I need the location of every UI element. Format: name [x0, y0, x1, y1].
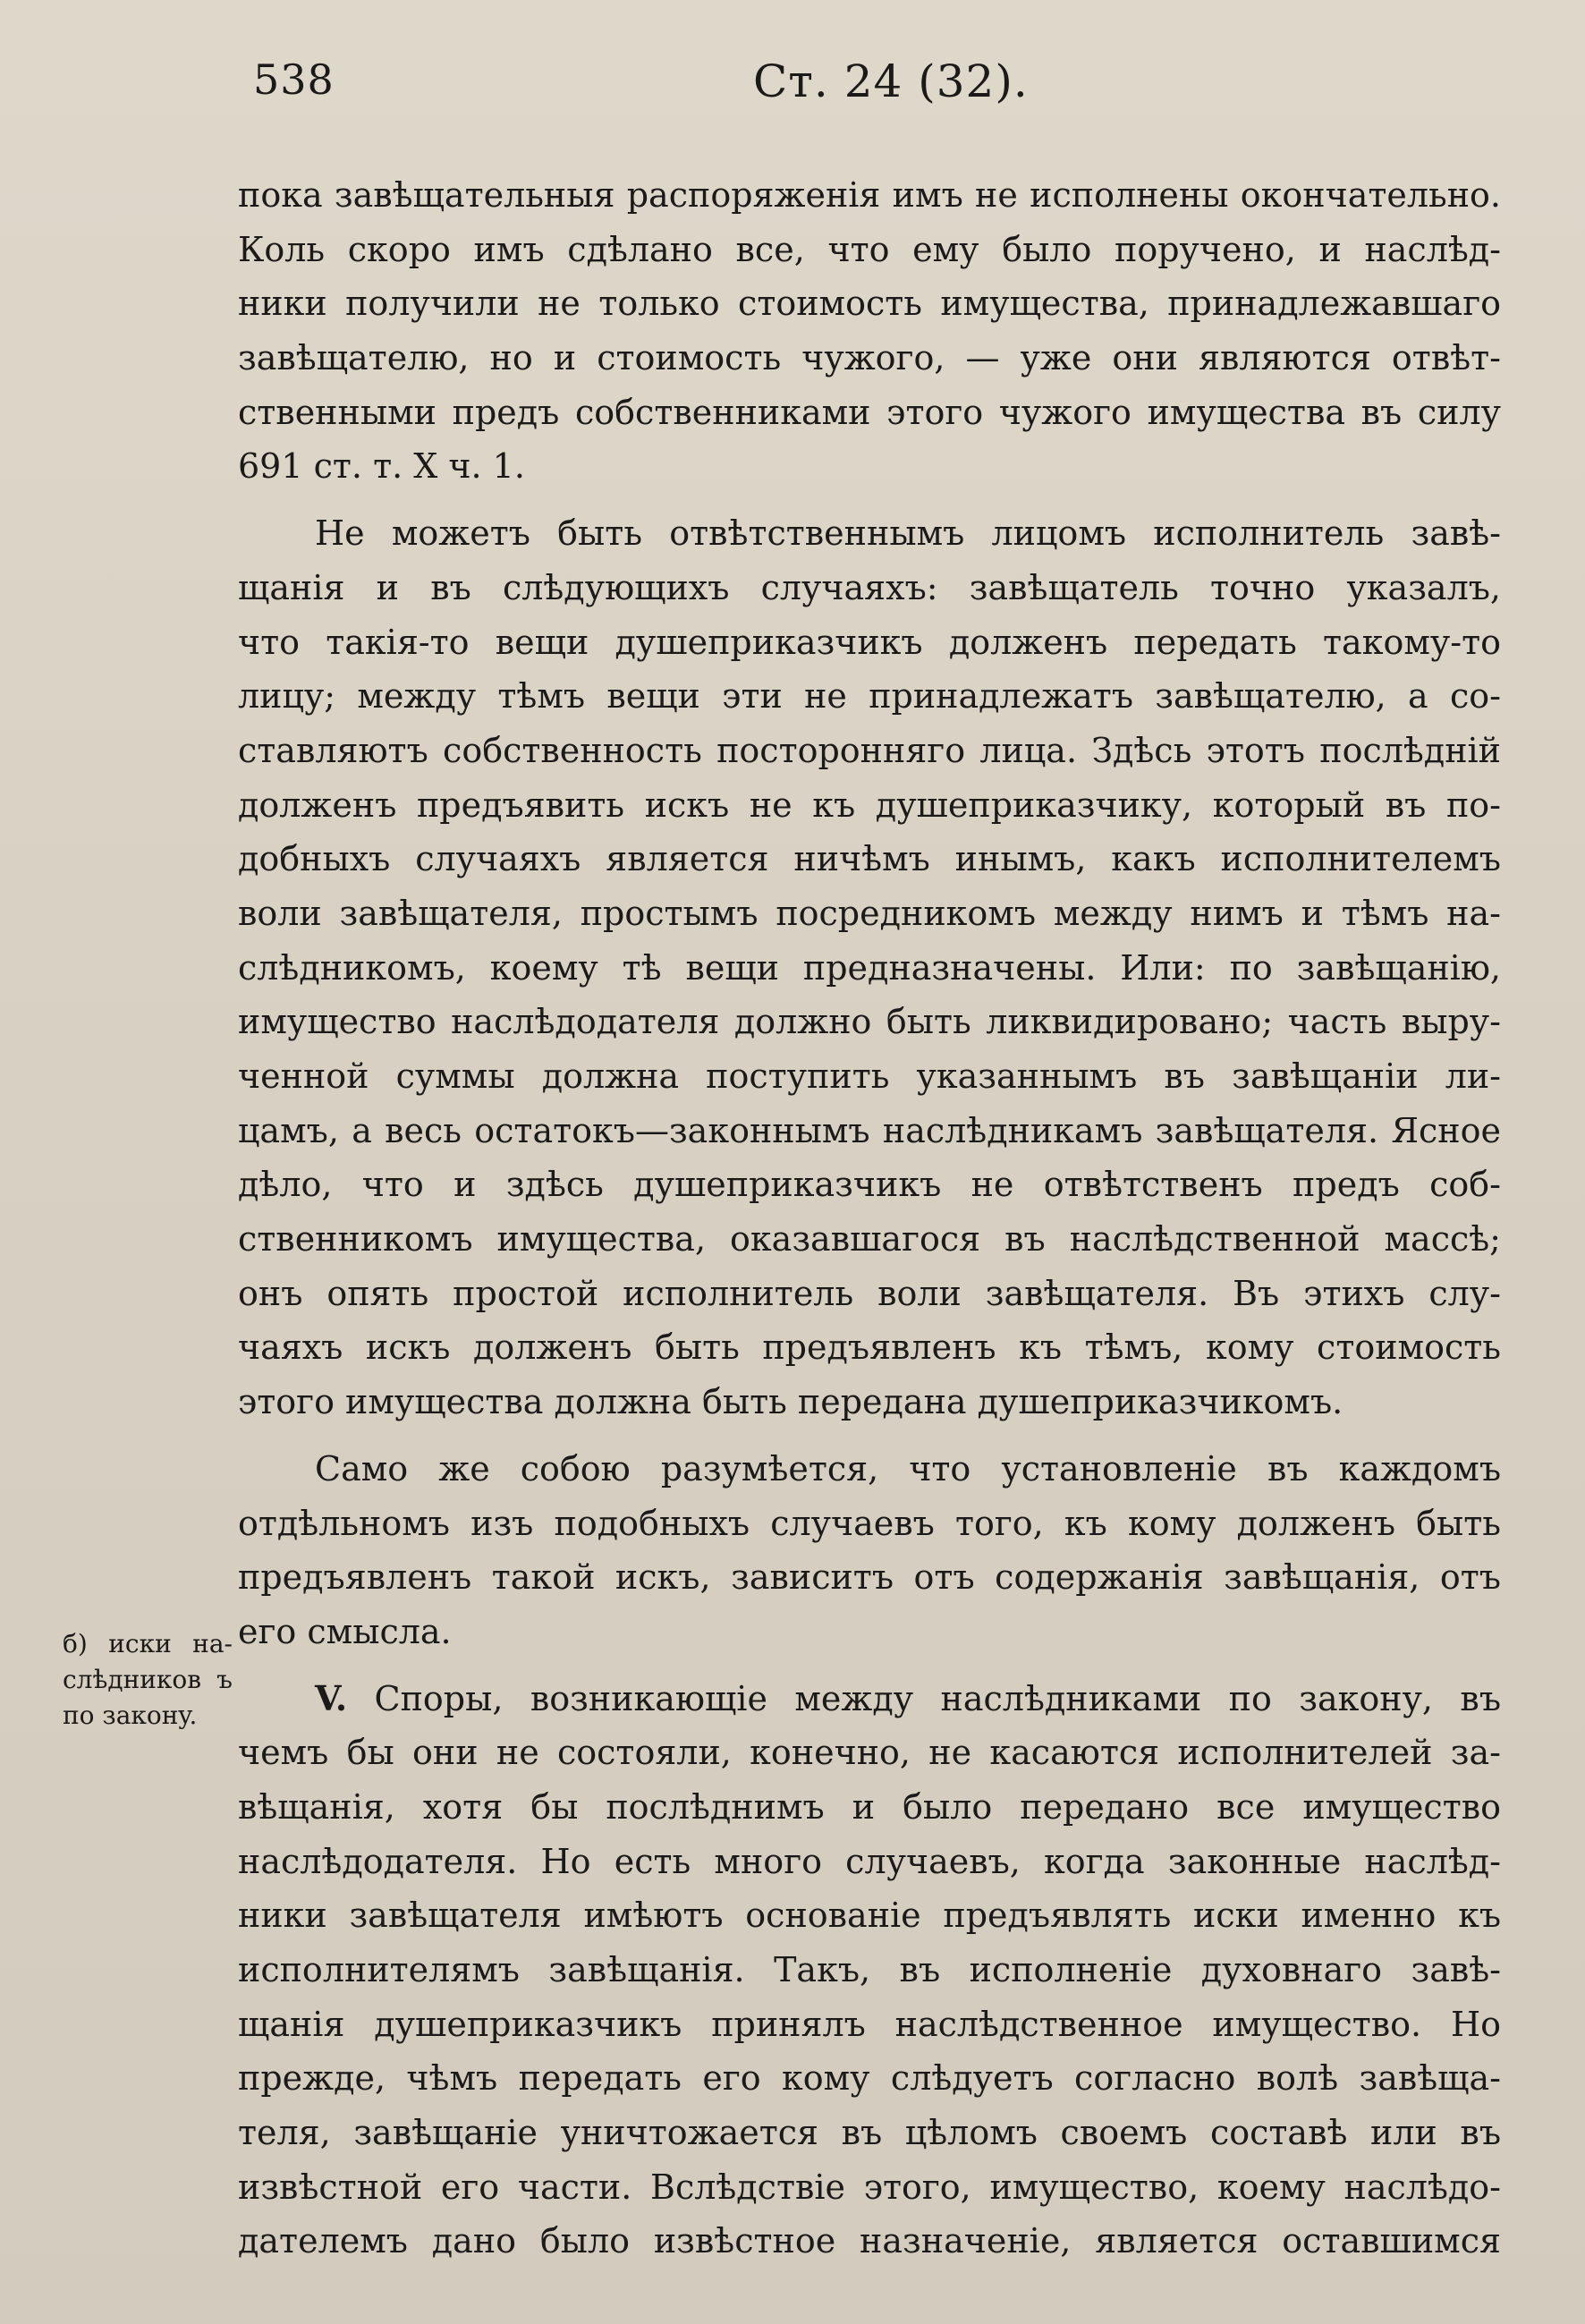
text-line: пока завѣщательныя распоряженія имъ не исполнены окончательно. [238, 175, 1501, 215]
text-line: исполнителямъ завѣщанія. Такъ, въ исполненіе духовнаго завѣ- [238, 1950, 1501, 1989]
text-line: ственникомъ имущества, оказавшагося въ наслѣдственной массѣ; [238, 1219, 1501, 1260]
text-line: вѣщанія, хотя бы послѣднимъ и было передано все имущество [238, 1786, 1501, 1827]
text-line: ники завѣщателя имѣютъ основаніе предъявлять иски именно къ [238, 1896, 1501, 1936]
text-line: цамъ, а весь остатокъ—законнымъ наслѣдникамъ завѣщателя. Ясное [238, 1110, 1501, 1150]
text-line: прежде, чѣмъ передать его кому слѣдуетъ согласно волѣ завѣща- [238, 2058, 1501, 2099]
text-line: имущество наслѣдодателя должно быть ликвидировано; часть выру- [238, 1002, 1501, 1042]
page-header [0, 55, 1585, 127]
text-line: дателемъ дано было извѣстное назначеніе, является оставшимся [238, 2221, 1501, 2261]
paragraph [238, 506, 1501, 1429]
text-line: отдѣльномъ изъ подобныхъ случаевъ того, къ кому долженъ быть [238, 1503, 1501, 1543]
paragraph [238, 168, 1501, 494]
text-line: наслѣдодателя. Но есть много случаевъ, когда законные наслѣд- [238, 1841, 1501, 1881]
text-line: чемъ бы они не состояли, конечно, не касаются исполнителей за- [238, 1733, 1501, 1773]
text-line: ственными предъ собственниками этого чужого имущества въ силу [238, 392, 1501, 432]
text-line: чаяхъ искъ долженъ быть предъявленъ къ тѣмъ, кому стоимость [238, 1327, 1501, 1368]
text-line: Не можетъ быть отвѣтственнымъ лицомъ исполнитель завѣ- [315, 513, 1501, 554]
text-line: ставляютъ собственность посторонняго лица. Здѣсь этотъ послѣдній [238, 730, 1501, 770]
text-line: щанія душеприказчикъ принялъ наслѣдственное имущество. Но [238, 2004, 1501, 2044]
margin-note-line: б) иски на- [63, 1629, 233, 1658]
text-line [238, 1672, 1501, 1726]
body-text [238, 168, 1501, 2269]
section-numeral: V. [315, 1677, 348, 1718]
text-line: завѣщателю, но и стоимость чужого, — уже они являются отвѣт- [238, 338, 1501, 378]
text-line: Само же собою разумѣется, что установленіе въ каждомъ [315, 1448, 1501, 1489]
margin-note [63, 1626, 233, 1734]
page-number: 538 [253, 55, 335, 104]
text-line: онъ опять простой исполнитель воли завѣщателя. Въ этихъ слу- [238, 1273, 1501, 1313]
text-line: предъявленъ такой искъ, зависитъ отъ содержанія завѣщанія, отъ [238, 1557, 1501, 1598]
margin-note-line: слѣдников ъ [63, 1665, 233, 1694]
paragraph [238, 1442, 1501, 1659]
text-line: ники получили не только стоимость имущества, принадлежавшаго [238, 284, 1501, 324]
margin-note-line: по законy. [63, 1701, 198, 1730]
text-line: слѣдникомъ, коему тѣ вещи предназначены. Или: по завѣщанію, [238, 947, 1501, 988]
text-line: теля, завѣщаніе уничтожается въ цѣломъ своемъ составѣ или въ [238, 2113, 1501, 2153]
text-line: что такія-то вещи душеприказчикъ долженъ передать такому-то [238, 622, 1501, 662]
running-head: Ст. 24 (32). [753, 55, 1029, 107]
text-line: извѣстной его части. Вслѣдствіе этого, имущество, коему наслѣдо- [238, 2167, 1501, 2207]
text-line: Коль скоро имъ сдѣлано все, что ему было поручено, и наслѣд- [238, 229, 1501, 269]
text-line: его смысла. [238, 1611, 452, 1651]
text-line: 691 ст. т. X ч. 1. [238, 446, 525, 487]
section-first-line: Споры, возникающіе между наслѣдниками по закону, въ [374, 1678, 1501, 1718]
text-line: дѣло, что и здѣсь душеприказчикъ не отвѣтственъ предъ соб- [238, 1165, 1501, 1205]
text-line: лицу; между тѣмъ вещи эти не принадлежатъ завѣщателю, а со- [238, 676, 1501, 717]
text-line: воли завѣщателя, простымъ посредникомъ между нимъ и тѣмъ на- [238, 893, 1501, 933]
text-line: этого имущества должна быть передана душеприказчикомъ. [238, 1382, 1343, 1422]
text-line: добныхъ случаяхъ является ничѣмъ инымъ, какъ исполнителемъ [238, 839, 1501, 879]
text-line: щанія и въ слѣдующихъ случаяхъ: завѣщатель точно указалъ, [238, 567, 1501, 607]
text-line: долженъ предъявить искъ не къ душеприказчику, который въ по- [238, 785, 1501, 825]
paragraph [238, 1672, 1501, 2269]
text-line: ченной суммы должна поступить указаннымъ въ завѣщаніи ли- [238, 1056, 1501, 1096]
